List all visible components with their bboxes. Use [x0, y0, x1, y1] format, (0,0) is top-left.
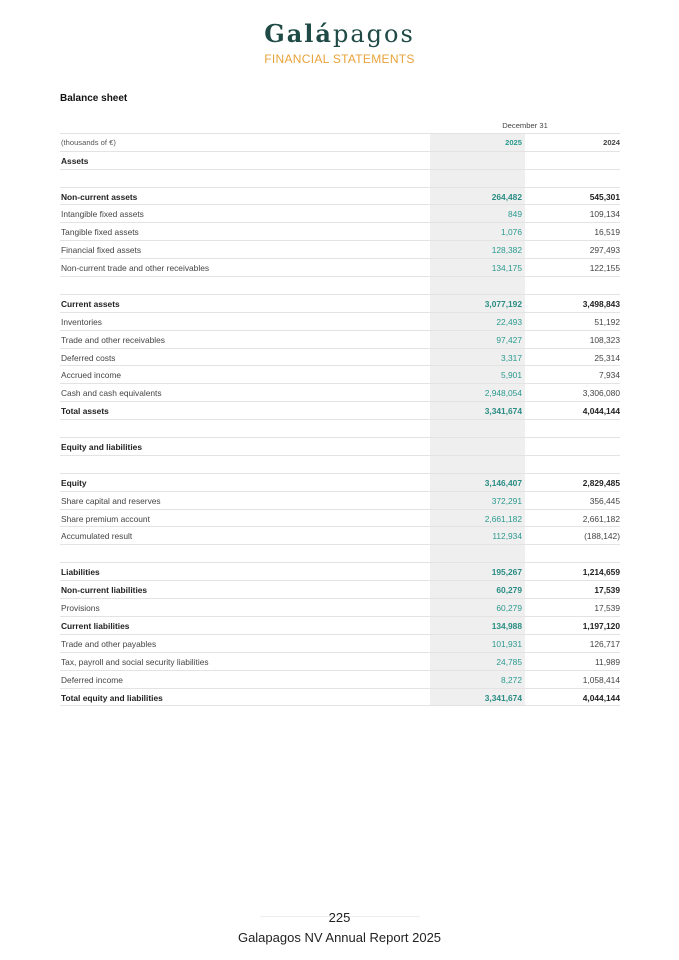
table-row: [60, 510, 620, 528]
row-label: Liabilities: [61, 567, 100, 578]
table-row: [60, 295, 620, 313]
company-logo: [0, 20, 679, 48]
value-2024: 4,044,144: [582, 692, 620, 703]
value-2025: 849: [430, 205, 525, 222]
table-spacer-row: [60, 420, 620, 438]
row-label: Current assets: [61, 298, 120, 309]
value-2025: [430, 438, 525, 455]
row-label: Accumulated result: [61, 531, 133, 542]
value-2024: 25,314: [594, 352, 620, 363]
value-2024: 108,323: [589, 334, 620, 345]
row-label: Tax, payroll and social security liabilities: [61, 656, 209, 667]
value-2024: 17,539: [594, 585, 620, 596]
table-row: [60, 635, 620, 653]
logo-text-bold: Galá: [264, 19, 333, 48]
value-2024: 4,044,144: [582, 406, 620, 417]
value-2024: 1,058,414: [582, 674, 620, 685]
row-label: Inventories: [61, 316, 102, 327]
table-row: [60, 384, 620, 402]
value-2025: 134,175: [430, 259, 525, 276]
value-2025: [430, 456, 525, 473]
value-2025: 134,988: [430, 617, 525, 634]
value-2025: 3,341,674: [430, 402, 525, 419]
table-spacer-row: [60, 545, 620, 563]
table-row: [60, 474, 620, 492]
table-row: [60, 563, 620, 581]
value-2025: 2,661,182: [430, 510, 525, 527]
row-label: Total equity and liabilities: [61, 692, 163, 703]
page-title: Balance sheet: [60, 93, 128, 104]
table-row: [60, 205, 620, 223]
balance-sheet-table: [60, 116, 620, 706]
row-label: Share capital and reserves: [61, 495, 161, 506]
value-2024: 1,214,659: [582, 567, 620, 578]
row-label: Accrued income: [61, 370, 122, 381]
row-label: Deferred income: [61, 674, 123, 685]
table-spacer-row: [60, 456, 620, 474]
table-row: [60, 438, 620, 456]
row-label: Total assets: [61, 406, 109, 417]
report-name: Galapagos NV Annual Report 2025: [237, 930, 442, 945]
value-2025: 112,934: [430, 527, 525, 544]
value-2024: 17,539: [594, 603, 620, 614]
value-2025: 3,317: [430, 349, 525, 366]
row-label: Tangible fixed assets: [61, 227, 139, 238]
table-row: [60, 653, 620, 671]
value-2024: 11,989: [595, 656, 620, 667]
row-label: Assets: [61, 155, 89, 166]
table-row: [60, 366, 620, 384]
value-2025: 97,427: [430, 331, 525, 348]
value-2025: 22,493: [430, 313, 525, 330]
value-2025: 128,382: [430, 241, 525, 258]
page-footer: [0, 908, 679, 946]
row-label: Share premium account: [61, 513, 150, 524]
value-2025: 2,948,054: [430, 384, 525, 401]
table-row: [60, 349, 620, 367]
row-label: Non-current liabilities: [61, 585, 148, 596]
row-label: Equity and liabilities: [61, 442, 142, 453]
table-row: [60, 152, 620, 170]
page-number: 225: [328, 910, 351, 925]
page-header: [0, 20, 679, 66]
value-2025: 3,341,674: [430, 689, 525, 706]
table-row: [60, 492, 620, 510]
table-row: [60, 671, 620, 689]
value-2025: [430, 545, 525, 562]
table-row: [60, 241, 620, 259]
row-label: Cash and cash equivalents: [61, 388, 162, 399]
value-2025: 60,279: [430, 599, 525, 616]
period-header: December 31: [502, 121, 548, 130]
section-subtitle: FINANCIAL STATEMENTS: [264, 52, 415, 66]
table-spacer-row: [60, 170, 620, 188]
row-label: Trade and other payables: [61, 638, 157, 649]
logo-text-light: pagos: [332, 20, 415, 48]
row-label: Non-current trade and other receivables: [61, 263, 210, 274]
row-label: Non-current assets: [61, 191, 138, 202]
table-row: [60, 581, 620, 599]
row-label: Financial fixed assets: [61, 245, 142, 256]
row-label: Equity: [61, 477, 87, 488]
value-2024: 126,717: [589, 638, 620, 649]
value-2025: [430, 277, 525, 294]
table-row: [60, 599, 620, 617]
value-2025: 101,931: [430, 635, 525, 652]
value-2025: [430, 152, 525, 169]
table-row: [60, 527, 620, 545]
table-row: [60, 259, 620, 277]
value-2024: 16,519: [594, 227, 620, 238]
value-2025: 3,146,407: [430, 474, 525, 491]
value-2025: 264,482: [430, 188, 525, 205]
value-2024: 2,661,182: [582, 513, 620, 524]
value-2025: 372,291: [430, 492, 525, 509]
value-2025: 5,901: [430, 366, 525, 383]
table-row: [60, 188, 620, 206]
value-2024: 122,155: [589, 263, 620, 274]
value-2024: 3,306,080: [582, 388, 620, 399]
value-2025: [430, 420, 525, 437]
value-2025: [430, 170, 525, 187]
table-row: [60, 617, 620, 635]
value-2025: 60,279: [430, 581, 525, 598]
value-2024: 297,493: [589, 245, 620, 256]
table-row: [60, 689, 620, 707]
value-2024: 51,192: [594, 316, 620, 327]
column-header-2025: 2025: [430, 134, 525, 151]
table-row: [60, 223, 620, 241]
value-2025: 195,267: [430, 563, 525, 580]
value-2024: 356,445: [589, 495, 620, 506]
row-label: Provisions: [61, 603, 100, 614]
value-2024: 2,829,485: [582, 477, 620, 488]
row-label: Trade and other receivables: [61, 334, 165, 345]
row-label: Current liabilities: [61, 620, 130, 631]
value-2024: 545,301: [589, 191, 620, 202]
table-header-columns: [60, 134, 620, 152]
value-2025: 24,785: [430, 653, 525, 670]
row-label: Intangible fixed assets: [61, 209, 144, 220]
value-2024: 109,134: [589, 209, 620, 220]
table-row: [60, 331, 620, 349]
table-header-period: [60, 116, 620, 134]
table-row: [60, 313, 620, 331]
value-2024: 1,197,120: [582, 620, 620, 631]
column-header-2024: 2024: [603, 137, 620, 147]
table-body: [60, 152, 620, 707]
value-2025: 8,272: [430, 671, 525, 688]
table-spacer-row: [60, 277, 620, 295]
value-2024: (188,142): [584, 531, 620, 542]
value-2024: 7,934: [599, 370, 620, 381]
row-label: Deferred costs: [61, 352, 116, 363]
unit-label: (thousands of €): [61, 137, 116, 147]
table-row: [60, 402, 620, 420]
value-2025: 1,076: [430, 223, 525, 240]
value-2024: 3,498,843: [582, 298, 620, 309]
value-2025: 3,077,192: [430, 295, 525, 312]
